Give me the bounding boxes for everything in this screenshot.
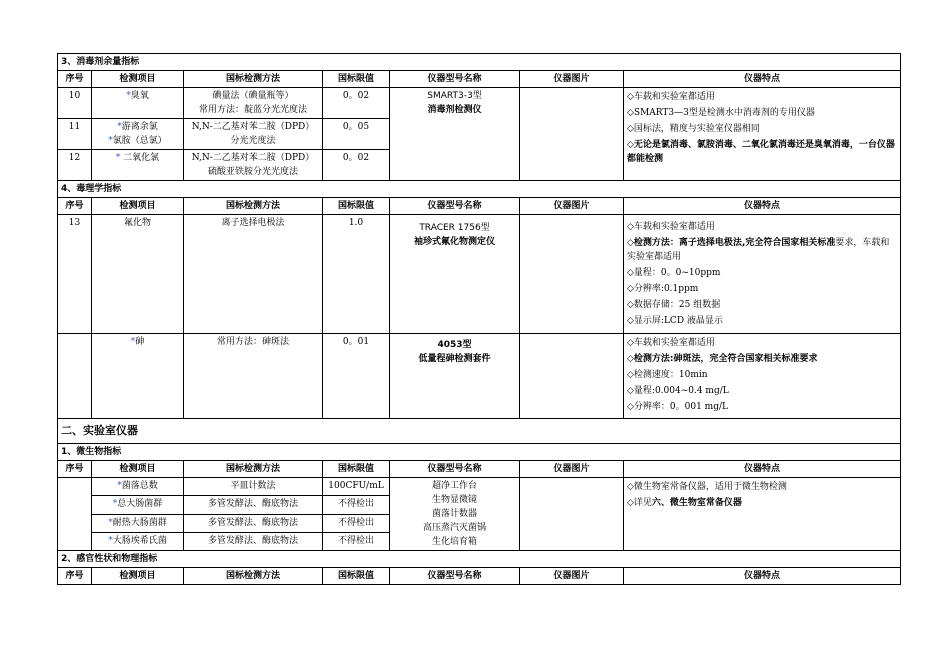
limit-cell: 0。05 <box>323 119 390 150</box>
item-cell <box>92 150 184 181</box>
feature-item: ◇检测速度：10min <box>627 370 708 380</box>
feature-item: ◇无论是氯消毒、氯胺消毒、二氧化氯消毒还是臭氧消毒，一台仪器都能检测 <box>627 140 895 164</box>
document-page <box>57 53 900 585</box>
method-line: 硫酸亚铁胺分光光度法 <box>207 167 298 177</box>
features-cell <box>624 478 901 551</box>
item-cell <box>92 478 184 496</box>
header-model: 仪器型号名称 <box>390 198 520 215</box>
method-line: 分光光度法 <box>230 136 276 146</box>
method-line: 碘量法（碘量瓶等） <box>212 91 294 101</box>
header-image: 仪器图片 <box>520 461 624 478</box>
item-label: 氯胺（总氯） <box>112 136 167 146</box>
method-cell <box>184 150 323 181</box>
header-model: 仪器型号名称 <box>390 71 520 88</box>
header-method: 国标检测方法 <box>184 461 323 478</box>
item-cell <box>92 532 184 550</box>
item-cell <box>92 334 184 419</box>
header-seq: 序号 <box>58 461 92 478</box>
table-row <box>58 88 901 119</box>
image-cell <box>520 334 624 419</box>
seq-cell: 11 <box>58 119 92 150</box>
required-mark: * <box>108 517 113 528</box>
header-item: 检测项目 <box>92 198 184 215</box>
feature-item: ◇量程：0。0~10ppm <box>627 268 721 278</box>
item-cell <box>92 514 184 532</box>
method-line: N,N-二乙基对苯二胺（DPD） <box>191 153 315 163</box>
table-row <box>58 478 901 496</box>
limit-cell: 0。02 <box>323 88 390 119</box>
features-cell <box>624 88 901 181</box>
header-item: 检测项目 <box>92 461 184 478</box>
header-features: 仪器特点 <box>624 71 901 88</box>
header-limit: 国标限值 <box>323 198 390 215</box>
section-title-sensory: 2、感官性状和物理指标 <box>58 551 901 568</box>
feature-item <box>627 495 897 511</box>
model-code: SMART3-3型 <box>427 91 482 101</box>
header-seq: 序号 <box>58 198 92 215</box>
seq-cell: 12 <box>58 150 92 181</box>
model-item: 超净工作台 <box>431 481 477 491</box>
header-seq: 序号 <box>58 71 92 88</box>
item-label: 菌落总数 <box>121 481 158 491</box>
feature-text: ◇详见 <box>627 498 652 508</box>
feature-item: ◇微生物室常备仪器，适用于微生物检测 <box>627 482 787 492</box>
header-features: 仪器特点 <box>624 568 901 585</box>
header-item: 检测项目 <box>92 568 184 585</box>
feature-text: 要求，车载和实验室都适用 <box>627 238 890 262</box>
header-seq: 序号 <box>58 568 92 585</box>
table-header-row <box>58 568 901 585</box>
feature-item: ◇检测方法:砷斑法，完全符合国家相关标准要求 <box>627 354 818 364</box>
item-cell <box>92 88 184 119</box>
feature-item: ◇量程:0.004~0.4 mg/L <box>627 386 729 396</box>
model-name: 袖珍式氟化物测定仪 <box>413 237 495 247</box>
seq-cell <box>58 334 92 419</box>
required-mark: * <box>112 499 118 510</box>
feature-bold-text: 六、微生物室常备仪器 <box>651 498 742 508</box>
header-features: 仪器特点 <box>624 198 901 215</box>
required-mark: * <box>108 535 113 546</box>
method-cell: 离子选择电极法 <box>184 215 323 334</box>
feature-item: ◇车载和实验室都适用 <box>627 338 715 348</box>
item-label: 游离余氯 <box>121 122 158 132</box>
required-mark: * <box>130 337 136 347</box>
header-method: 国标检测方法 <box>184 568 323 585</box>
features-cell <box>624 334 901 419</box>
method-cell <box>184 88 323 119</box>
feature-bold-text: ◇检测方法：离子选择电极法,完全符合国家相关标准 <box>627 238 836 248</box>
model-item: 高压蒸汽灭菌锅 <box>422 523 486 533</box>
limit-cell: 不得检出 <box>323 496 390 514</box>
model-cell <box>390 334 520 419</box>
table-row <box>58 215 901 334</box>
seq-cell: 13 <box>58 215 92 334</box>
model-item: 生化培育箱 <box>431 537 477 547</box>
header-image: 仪器图片 <box>520 198 624 215</box>
header-image: 仪器图片 <box>520 71 624 88</box>
table-header-row <box>58 461 901 478</box>
method-line: 常用方法：靛蓝分光光度法 <box>198 105 307 115</box>
image-cell <box>520 88 624 181</box>
header-model: 仪器型号名称 <box>390 461 520 478</box>
item-cell: 氟化物 <box>92 215 184 334</box>
image-cell <box>520 215 624 334</box>
section-title-disinfectant: 3、消毒剂余量指标 <box>58 54 901 71</box>
feature-item <box>627 235 897 265</box>
model-name: 消毒剂检测仪 <box>427 105 482 115</box>
image-cell <box>520 478 624 551</box>
item-label: 臭氧 <box>130 91 149 101</box>
part-title-lab-instruments: 二、实验室仪器 <box>58 419 901 444</box>
item-label: 二氧化氯 <box>123 153 160 163</box>
feature-item: ◇分辨率:0.1ppm <box>627 284 699 294</box>
limit-cell: 0。02 <box>323 150 390 181</box>
section-title-microbiology: 1、微生物指标 <box>58 444 901 461</box>
required-mark: * <box>117 481 122 491</box>
method-cell: 常用方法：砷斑法 <box>184 334 323 419</box>
feature-item: ◇分辨率：0。001 mg/L <box>627 402 728 412</box>
table-header-row <box>58 71 901 88</box>
header-model: 仪器型号名称 <box>390 568 520 585</box>
header-limit: 国标限值 <box>323 461 390 478</box>
limit-cell: 100CFU/mL <box>323 478 390 496</box>
required-mark: * <box>115 153 124 163</box>
item-cell <box>92 119 184 150</box>
model-cell <box>390 478 520 551</box>
header-item: 检测项目 <box>92 71 184 88</box>
model-name: 低量程砷检测套件 <box>418 354 491 364</box>
features-cell <box>624 215 901 334</box>
section-title-toxicology: 4、毒理学指标 <box>58 181 901 198</box>
method-cell: 平皿计数法 <box>184 478 323 496</box>
feature-item: ◇车载和实验室都适用 <box>627 222 715 232</box>
seq-cell <box>58 478 92 551</box>
model-item: 菌落计数器 <box>431 509 477 519</box>
seq-cell: 10 <box>58 88 92 119</box>
instrument-table <box>57 53 901 585</box>
item-label: 砷 <box>135 337 145 347</box>
header-limit: 国标限值 <box>323 71 390 88</box>
limit-cell: 不得检出 <box>323 514 390 532</box>
feature-item: ◇SMART3—3型是检测水中消毒剂的专用仪器 <box>627 108 815 118</box>
required-mark: * <box>108 136 113 146</box>
item-cell <box>92 496 184 514</box>
required-mark: * <box>126 91 131 101</box>
feature-item: ◇车载和实验室都适用 <box>627 92 715 102</box>
table-header-row <box>58 198 901 215</box>
limit-cell: 0。01 <box>323 334 390 419</box>
item-label: 耐热大肠菌群 <box>112 517 167 528</box>
method-line: N,N-二乙基对苯二胺（DPD） <box>191 122 315 132</box>
table-row <box>58 334 901 419</box>
required-mark: * <box>117 122 122 132</box>
method-cell: 多管发酵法、酶底物法 <box>184 496 323 514</box>
header-features: 仪器特点 <box>624 461 901 478</box>
feature-item: ◇显示屏:LCD 液晶显示 <box>627 316 723 326</box>
model-item: 生物显微镜 <box>431 495 477 505</box>
header-image: 仪器图片 <box>520 568 624 585</box>
item-label: 总大肠菌群 <box>117 499 163 510</box>
header-limit: 国标限值 <box>323 568 390 585</box>
model-cell <box>390 88 520 181</box>
model-cell <box>390 215 520 334</box>
limit-cell: 1.0 <box>323 215 390 334</box>
header-method: 国标检测方法 <box>184 198 323 215</box>
model-code: 4053型 <box>437 340 472 350</box>
model-code: TRACER 1756型 <box>419 223 490 233</box>
feature-item: ◇国标法，精度与实验室仪器相同 <box>627 124 760 134</box>
feature-item: ◇数据存储：25 组数据 <box>627 300 721 310</box>
method-cell: 多管发酵法、酶底物法 <box>184 532 323 550</box>
item-label: 大肠埃希氏菌 <box>112 535 167 546</box>
method-cell: 多管发酵法、酶底物法 <box>184 514 323 532</box>
limit-cell: 不得检出 <box>323 532 390 550</box>
header-method: 国标检测方法 <box>184 71 323 88</box>
method-cell <box>184 119 323 150</box>
